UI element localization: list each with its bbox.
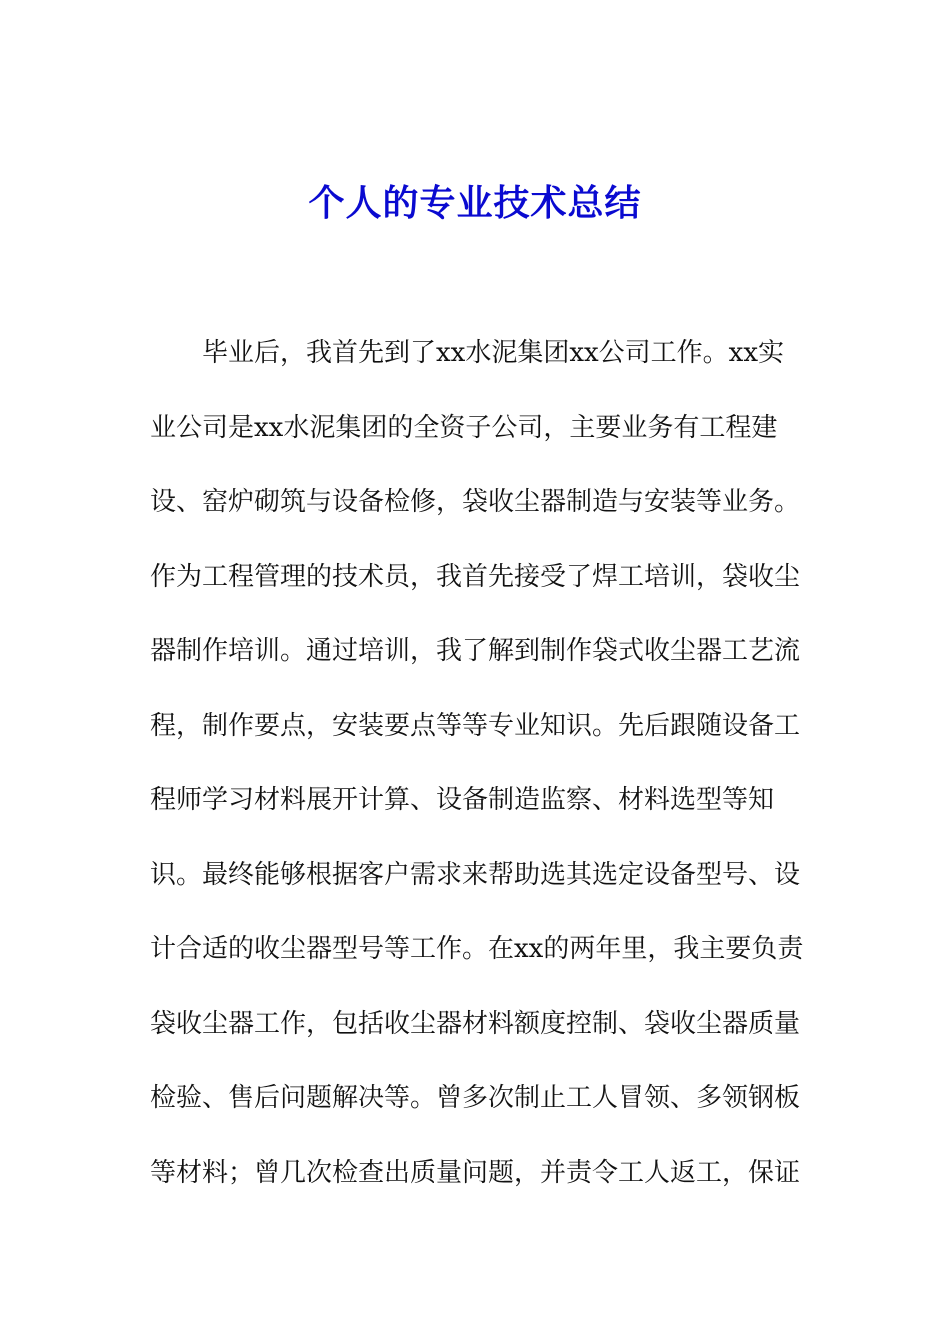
body-line: 作为工程管理的技术员，我首先接受了焊工培训，袋收尘 bbox=[150, 561, 801, 592]
document-body bbox=[150, 330, 810, 1224]
body-line: 业公司是xx水泥集团的全资子公司，主要业务有工程建 bbox=[150, 412, 778, 443]
body-line: 设、窑炉砌筑与设备检修，袋收尘器制造与安装等业务。 bbox=[150, 487, 801, 517]
body-line: 毕业后，我首先到了xx水泥集团xx公司工作。xx实 bbox=[202, 338, 784, 368]
body-line: 袋收尘器工作，包括收尘器材料额度控制、袋收尘器质量 bbox=[150, 1008, 801, 1039]
body-line: 检验、售后问题解决等。曾多次制止工人冒领、多领钢板 bbox=[150, 1083, 801, 1113]
document-title: 个人的专业技术总结 bbox=[308, 182, 642, 224]
body-line: 识。最终能够根据客户需求来帮助选其选定设备型号、设 bbox=[150, 859, 801, 890]
body-line: 等材料；曾几次检查出质量问题，并责令工人返工，保证 bbox=[150, 1157, 801, 1188]
body-line: 计合适的收尘器型号等工作。在xx的两年里，我主要负责 bbox=[150, 934, 804, 964]
body-line: 器制作培训。通过培训，我了解到制作袋式收尘器工艺流 bbox=[150, 636, 801, 666]
body-line: 程，制作要点，安装要点等等专业知识。先后跟随设备工 bbox=[150, 710, 801, 741]
body-line: 程师学习材料展开计算、设备制造监察、材料选型等知 bbox=[150, 785, 775, 815]
